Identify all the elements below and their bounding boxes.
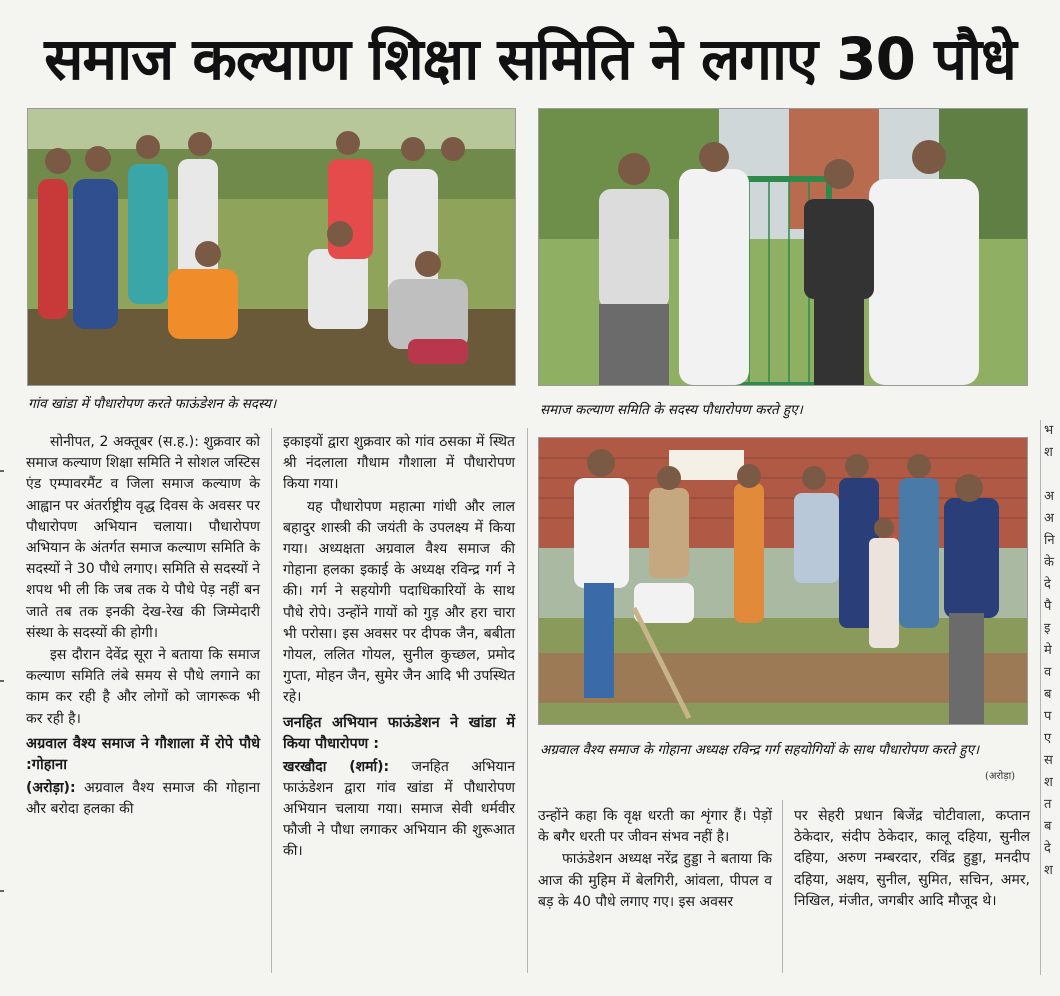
photo-tree-guard — [538, 108, 1028, 386]
article-column-4 — [794, 806, 1030, 913]
article-paragraph: इस दौरान देवेंद्र सूरा ने बताया कि समाज कल्याण समिति लंबे समय से पौधे लगाने का काम कर रही है और लोगों को जागरूक भी कर रही है। — [26, 647, 260, 727]
edge-char: श — [1044, 445, 1053, 460]
edge-char: के — [1044, 555, 1054, 570]
edge-char: स — [1044, 753, 1053, 768]
column-divider — [271, 428, 272, 973]
edge-char: दे — [1044, 841, 1051, 856]
group-photo-icon — [28, 109, 515, 385]
planting-photo-icon — [539, 438, 1027, 724]
photo-planting-gohana — [538, 437, 1028, 725]
article-paragraph: यह पौधारोपण महात्मा गांधी और लाल बहादुर शास्त्री की जयंती के उपलक्ष्य में किया गया। अध्यक्षता अग्रवाल वैश्य समाज की गोहाना हलका इकाई के अध्यक्ष रविन्द्र गर्ग ने की। गर्ग ने सहयोगी पदाधिकारियों के साथ पौधे रोपे। उन्होंने गायों को गुड़ और हरा चारा भी परोसा। इस अवसर पर दीपक जैन, बबीता गोयल, ललित गोयल, सुनील कुच्छल, प्रमोद गुप्ता, मोहन जैन, सुमेर जैन आदि भी उपस्थित रहे। — [283, 498, 515, 706]
article-column-1 — [26, 432, 260, 821]
article-paragraph: उन्होंने कहा कि वृक्ष धरती का शृंगार हैं। पेड़ों के बगैर धरती पर जीवन संभव नहीं है। — [538, 808, 772, 846]
column-divider — [527, 428, 528, 973]
article-paragraph — [26, 778, 260, 820]
edge-char: प — [1044, 709, 1052, 724]
column-divider — [1040, 420, 1041, 975]
article-paragraph: सोनीपत, 2 अक्तूबर (स.ह.): शुक्रवार को समाज कल्याण शिक्षा समिति ने सोशल जस्टिस एंड एम्पावरमैंट व जिला समाज कल्याण के आह्वान पर अंतर्राष्ट्रीय वृद्ध दिवस के अवसर पर पौधारोपण अभियान चलाया। पौधारोपण अभियान के अंतर्गत समाज कल्याण समिति के सदस्यों ने 30 पौधे लगाए। समिति से सदस्यों ने शपथ भी ली कि जब तक ये पौधे पेड़ नहीं बन जाते तब तक इनकी देख-रेख की जिम्मेदारी संस्था के सदस्यों की होगी। — [26, 434, 260, 641]
article-paragraph: पर सेहरी प्रधान बिजेंद्र चोटीवाला, कप्तान ठेकेदार, संदीप ठेकेदार, कालू दहिया, सुनील दहिया, अरुण नम्बरदार, रविंद्र हुड्डा, मनदीप दहिया, अक्षय, सुनील, सुमित, सचिन, अमर, निखिल, मंजीत, जगबीर आदि मौजूद थे। — [794, 808, 1030, 909]
edge-char: श — [1044, 775, 1053, 790]
dateline: खरखौदा (शर्मा): — [283, 758, 390, 775]
edge-char: ब — [1044, 819, 1052, 834]
photo-group-khanda — [27, 108, 516, 386]
photo-caption-right-top: समाज कल्याण समिति के सदस्य पौधारोपण करते हुए। — [540, 402, 803, 418]
photo-caption-right-bottom: अग्रवाल वैश्य समाज के गोहाना अध्यक्ष रविन्द्र गर्ग सहयोगियों के साथ पौधारोपण करते हुए। — [540, 742, 980, 758]
edge-char: दे — [1044, 577, 1051, 592]
article-paragraph — [283, 757, 515, 863]
edge-char: मे — [1044, 643, 1052, 658]
photo-caption-left: गांव खांडा में पौधारोपण करते फाऊंडेशन के सदस्य। — [28, 396, 277, 412]
column-divider — [782, 800, 783, 973]
article-paragraph: इकाइयों द्वारा शुक्रवार को गांव ठसका में स्थित श्री नंदलाला गौधाम गौशाला में पौधारोपण किया गया। — [283, 434, 515, 493]
subheading: जनहित अभियान फाऊंडेशन ने खांडा में किया पौधारोपण : — [283, 714, 515, 752]
tree-guard-photo-icon — [539, 109, 1027, 385]
adjacent-article-edge — [1044, 420, 1060, 980]
edge-char: श — [1044, 863, 1053, 878]
crop-mark — [0, 890, 4, 892]
article-column-3 — [538, 806, 772, 914]
article-column-2 — [283, 432, 515, 864]
edge-char: अ — [1044, 511, 1054, 526]
edge-char: त — [1044, 797, 1052, 812]
headline: समाज कल्याण शिक्षा समिति ने लगाए 30 पौधे — [44, 25, 1016, 93]
subheading: अग्रवाल वैश्य समाज ने गौशाला में रोपे पौधे :गोहाना — [26, 735, 260, 773]
edge-char — [1044, 464, 1060, 486]
article-paragraph: फाऊंडेशन अध्यक्ष नरेंद्र हुड्डा ने बताया कि आज की मुहिम में बेलगिरी, आंवला, पीपल व बड़ के 40 पौधे लगाए गए। इस अवसर — [538, 851, 772, 910]
edge-char: ए — [1044, 731, 1052, 746]
edge-char: इ — [1044, 621, 1051, 636]
edge-char: अ — [1044, 489, 1054, 504]
edge-char: नि — [1044, 533, 1055, 548]
photo-credit: (अरोड़ा) — [985, 771, 1016, 782]
article-text: अग्रवाल वैश्य समाज की गोहाना और बरोदा हलका की — [26, 779, 261, 818]
dateline: (अरोड़ा): — [26, 779, 76, 796]
edge-char: पै — [1044, 599, 1052, 614]
edge-char: ब — [1044, 687, 1052, 702]
crop-mark — [0, 470, 4, 472]
edge-char: भ — [1044, 423, 1054, 438]
article-text: जनहित अभियान फाऊंडेशन द्वारा गांव खांडा में पौधारोपण अभियान चलाया गया। समाज सेवी धर्मवीर फौजी ने पौधा लगाकर अभियान की शुरूआत की। — [283, 758, 516, 860]
crop-mark — [0, 680, 4, 682]
edge-char: व — [1044, 665, 1052, 680]
